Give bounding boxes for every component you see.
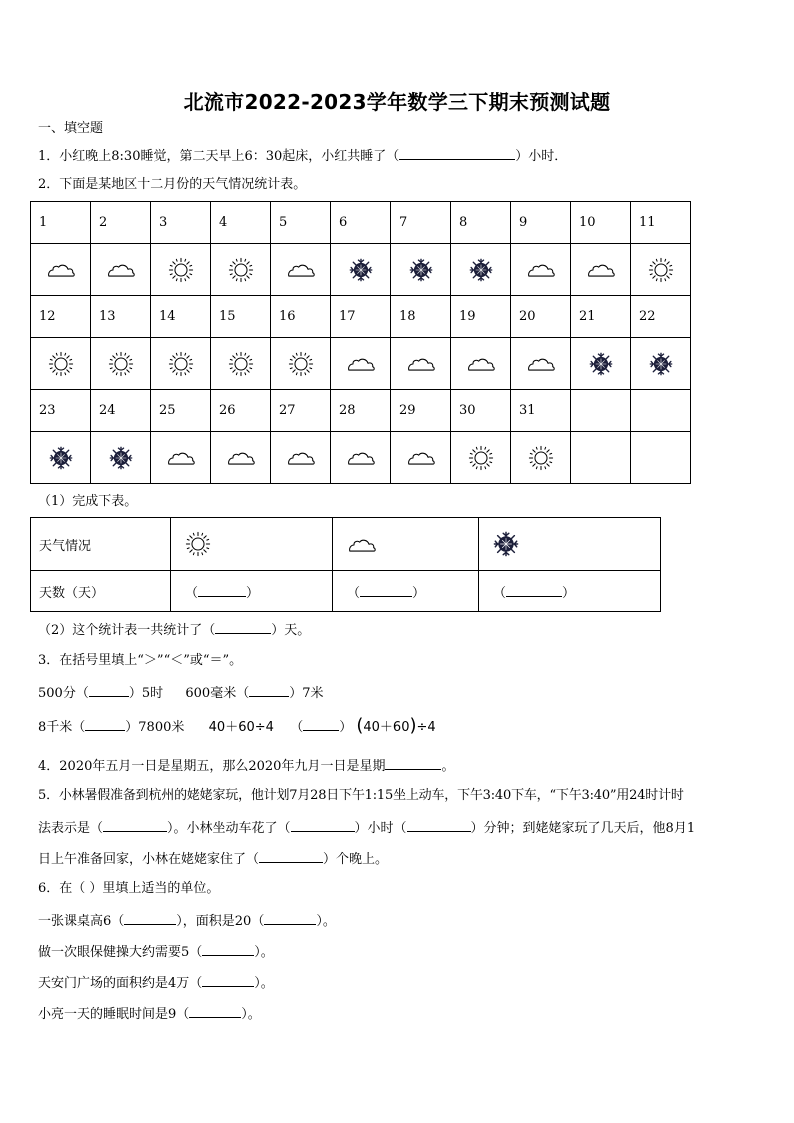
page-title: 北流市2022-2023学年数学三下期末预测试题 [183,90,611,114]
weather-icon-cell [631,338,691,390]
expression-2-inner: 40＋60 [363,720,410,735]
weather-table [30,201,691,484]
q6-line-1: 一张课桌高6（ ），面积是20（ ）。 [38,914,336,929]
sun-icon [288,351,314,377]
q5-blank-1[interactable] [103,819,167,832]
day-number-cell: 4 [211,202,271,244]
weather-icon-cell [31,432,91,484]
day-number-cell: 19 [451,296,511,338]
cloud-icon [226,448,256,467]
snow-icon [349,258,373,282]
day-number-cell: 27 [271,390,331,432]
weather-icon-cell [331,244,391,296]
sun-icon [108,351,134,377]
day-number-cell: 16 [271,296,331,338]
section-heading: 一、填空题 [38,121,104,136]
snow-icon [649,352,673,376]
day-number-cell: 31 [511,390,571,432]
summary-days-cloud: （ ） [333,571,479,612]
day-number-cell: 2 [91,202,151,244]
cloud-icon [286,448,316,467]
q3-row-2: 8千米（ ）7800米 40＋60÷4 （ ） (40＋60)÷4 [38,715,436,736]
sun-icon [168,351,194,377]
weather-icon-cell [211,244,271,296]
sun-icon [228,351,254,377]
cloud-icon [46,260,76,279]
weather-icon-cell [271,244,331,296]
question-6: 6．在（ ）里填上适当的单位。 [38,881,220,896]
day-number-cell: 29 [391,390,451,432]
expression-1: 40＋60÷4 [208,720,274,735]
cloud-icon [166,448,196,467]
weather-icon-cell [511,338,571,390]
q1-text-after: ）小时． [515,149,568,164]
cloud-icon [526,354,556,373]
q5-blank-4[interactable] [259,850,323,863]
day-number-cell [571,390,631,432]
q1-answer-blank[interactable] [399,147,515,160]
sun-icon [228,257,254,283]
q3-blank-2[interactable] [249,684,289,697]
q2-subquestion-2: （2）这个统计表一共统计了（ ）天。 [38,623,311,638]
snow-icon [589,352,613,376]
question-1 [38,147,567,165]
weather-icon-cell [571,244,631,296]
q5-blank-2[interactable] [291,819,355,832]
weather-icon-cell [571,338,631,390]
sun-icon [168,257,194,283]
cloud-icon [586,260,616,279]
day-number-cell: 28 [331,390,391,432]
snow-icon [469,258,493,282]
day-number-cell: 5 [271,202,331,244]
summary-days-sun: （ ） [171,571,333,612]
weather-icon-cell [391,338,451,390]
expression-2-tail: ÷4 [416,720,436,735]
q5-blank-3[interactable] [407,819,471,832]
day-number-cell: 26 [211,390,271,432]
day-number-cell: 17 [331,296,391,338]
weather-icon-cell [271,432,331,484]
q6-blank-5[interactable] [189,1005,241,1018]
day-number-cell: 22 [631,296,691,338]
weather-icon-cell [511,244,571,296]
weather-icon-cell [451,432,511,484]
day-number-cell: 25 [151,390,211,432]
weather-icon-cell [631,432,691,484]
summary-label-weather: 天气情况 [31,518,171,571]
weather-icon-cell [391,244,451,296]
weather-icon-cell [211,432,271,484]
weather-icon-cell [211,338,271,390]
q3-blank-3[interactable] [85,718,125,731]
weather-icon-cell [91,244,151,296]
q6-blank-2[interactable] [264,912,316,925]
sun-icon [468,445,494,471]
q6-line-2: 做一次眼保健操大约需要5（ ）。 [38,945,274,960]
day-number-cell: 23 [31,390,91,432]
day-number-cell: 24 [91,390,151,432]
sun-icon [648,257,674,283]
summary-days-snow: （ ） [479,571,661,612]
day-number-cell: 6 [331,202,391,244]
weather-icon-cell [331,432,391,484]
weather-icon-cell [151,244,211,296]
sun-icon [48,351,74,377]
q4-blank[interactable] [385,757,441,770]
question-2: 2．下面是某地区十二月份的天气情况统计表。 [38,177,307,192]
snow-icon [49,446,73,470]
weather-icon-cell [151,432,211,484]
cloud-icon [526,260,556,279]
cloud-days-blank[interactable] [360,584,412,597]
cloud-icon [106,260,136,279]
cloud-icon [406,354,436,373]
question-5-line-1: 5．小林暑假准备到杭州的姥姥家玩，他计划7月28日下午1:15坐上动车，下午3:40下车，“下午3:40”用24时计时 [38,788,684,803]
day-number-cell: 7 [391,202,451,244]
summary-icon-cell [479,518,661,571]
cloud-icon [346,448,376,467]
snow-icon [493,531,519,557]
weather-icon-cell [91,338,151,390]
weather-icon-cell [151,338,211,390]
total-days-blank[interactable] [215,621,271,634]
q6-blank-3[interactable] [202,943,254,956]
summary-icon-cell [333,518,479,571]
snow-icon [409,258,433,282]
day-number-cell: 10 [571,202,631,244]
day-number-cell: 11 [631,202,691,244]
day-number-cell: 1 [31,202,91,244]
day-number-cell: 14 [151,296,211,338]
q3-row-1: 500分（ ）5时 600毫米（ ）7米 [38,686,324,701]
snow-days-blank[interactable] [506,584,562,597]
day-number-cell: 30 [451,390,511,432]
weather-icon-cell [331,338,391,390]
weather-icon-cell [31,338,91,390]
cloud-icon [406,448,436,467]
cloud-icon [346,354,376,373]
summary-icon-cell [171,518,333,571]
day-number-cell: 12 [31,296,91,338]
day-number-cell: 3 [151,202,211,244]
day-number-cell: 21 [571,296,631,338]
weather-icon-cell [631,244,691,296]
q3-blank-1[interactable] [89,684,129,697]
weather-icon-cell [571,432,631,484]
cloud-icon [347,535,377,554]
question-4: 4．2020年五月一日是星期五，那么2020年九月一日是星期 。 [38,759,455,774]
day-number-cell: 15 [211,296,271,338]
q1-text-before: 1．小红晚上8:30睡觉，第二天早上6：30起床，小红共睡了（ [38,149,400,164]
q3-blank-4[interactable] [303,718,339,731]
q6-blank-4[interactable] [202,974,254,987]
day-number-cell [631,390,691,432]
day-number-cell: 8 [451,202,511,244]
day-number-cell: 20 [511,296,571,338]
summary-table [30,517,661,612]
q6-line-3: 天安门广场的面积约是4万（ ）。 [38,976,274,991]
summary-label-days: 天数（天） [31,571,171,612]
weather-icon-cell [31,244,91,296]
sun-days-blank[interactable] [198,584,246,597]
day-number-cell: 13 [91,296,151,338]
weather-icon-cell [271,338,331,390]
cloud-icon [466,354,496,373]
day-number-cell: 9 [511,202,571,244]
weather-icon-cell [391,432,451,484]
question-3: 3．在括号里填上“＞”“＜”或“＝”。 [38,653,243,668]
q6-blank-1[interactable] [124,912,176,925]
cloud-icon [286,260,316,279]
day-number-cell: 18 [391,296,451,338]
sun-icon [185,531,211,557]
question-5-line-3: 日上午准备回家，小林在姥姥家住了（ ）个晚上。 [38,852,389,867]
weather-icon-cell [91,432,151,484]
weather-icon-cell [451,338,511,390]
q6-line-4: 小亮一天的睡眠时间是9（ ）。 [38,1007,261,1022]
weather-icon-cell [511,432,571,484]
weather-icon-cell [451,244,511,296]
sun-icon [528,445,554,471]
snow-icon [109,446,133,470]
question-5-line-2: 法表示是（ ）。小林坐动车花了（ ）小时（ ）分钟；到姥姥家玩了几天后，他8月1 [38,821,696,836]
q2-subquestion-1: （1）完成下表。 [38,494,138,509]
